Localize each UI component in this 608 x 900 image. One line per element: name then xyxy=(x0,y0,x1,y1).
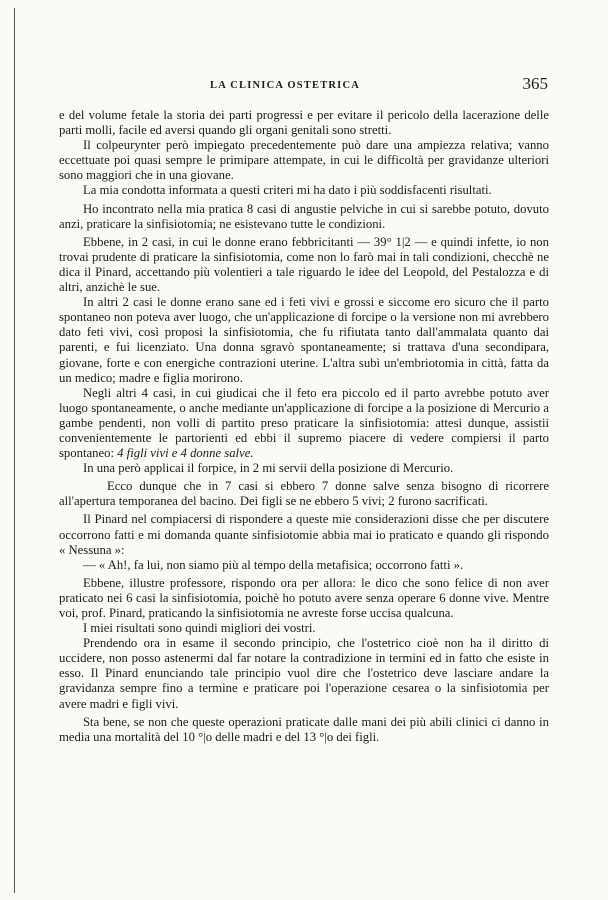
body-text xyxy=(59,108,549,745)
paragraph: I miei risultati sono quindi migliori dei vostri. xyxy=(83,621,316,636)
paragraph: — « Ah!, fa lui, non siamo più al tempo della metafisica; occorrono fatti ». xyxy=(83,557,464,572)
page-number: 365 xyxy=(522,74,548,93)
paragraph: e del volume fetale la storia dei parti progressi e per evitare il pericolo della lacerazione delle parti molli, facile ed aversi quando gli organi genitali sono stretti. xyxy=(59,108,549,138)
paragraph: Ecco dunque che in 7 casi si ebbero 7 donne salve senza bisogno di ricorrere all'apertura temporanea del bacino. Dei figli se ne ebbero 5 vivi; 2 furono sacrificati. xyxy=(59,479,549,509)
paragraph: Prendendo ora in esame il secondo principio, che l'ostetrico cioè non ha il diritto di uccidere, non posso astenermi dal far notare la contradizione in termini ed in fatto che esiste in esso. Il Pinard enunciando tale principio vuol dire che l'ostetrico deve lasciare andare la gravidanza sempre fino a termine e praticare poi l'operazione cesarea o la sinfisiotomia per avere madri e figli vivi. xyxy=(59,636,549,711)
paragraph: Il Pinard nel compiacersi di rispondere a queste mie considerazioni disse che per discutere occorrono fatti e mi domanda quante sinfisiotomie abbia mai io praticato e quando gli rispondo « Nessuna »: xyxy=(59,512,549,557)
paragraph: La mia condotta informata a questi criteri mi ha dato i più soddisfacenti risultati. xyxy=(83,183,492,198)
paragraph: Ebbene, in 2 casi, in cui le donne erano febbricitanti — 39° 1|2 — e quindi infette, io non trovai prudente di praticare la sinfisiotomia, come non lo farò mai in tali condizioni, checchè ne dica il Pinard, accettando più volentieri a tale riguardo le idee del Leopold, del Pestalozza e di altri, anzichè le sue. xyxy=(59,234,549,295)
paragraph xyxy=(59,386,549,461)
running-title: LA CLINICA OSTETRICA xyxy=(210,80,361,91)
margin-rule xyxy=(14,8,15,893)
paragraph: Ho incontrato nella mia pratica 8 casi di angustie pelviche in cui si sarebbe potuto, dovuto anzi, praticare la sinfisiotomia; ne esistevano tutte le condizioni. xyxy=(59,201,549,231)
paragraph: Sta bene, se non che queste operazioni praticate dalle mani dei più abili clinici ci danno in media una mortalità del 10 °|o delle madri e del 13 °|o dei figli. xyxy=(59,714,549,744)
paragraph: In una però applicai il forpice, in 2 mi servii della posizione di Mercurio. xyxy=(83,461,454,476)
running-head xyxy=(60,74,548,98)
paragraph: Ebbene, illustre professore, rispondo ora per allora: le dico che sono felice di non aver praticato nei 6 casi la sinfisiotomia, poichè ho potuto avere senza operare 6 donne vive. Mentre voi, prof. Pinard, praticando la sinfisiotomia ne avreste forse uccisa qualcuna. xyxy=(59,575,549,620)
paragraph-text: Negli altri 4 casi, in cui giudicai che il feto era piccolo ed il parto avrebbe potuto aver luogo spontaneamente, o anche mediante un'applicazione di forcipe a la posizione di Mercurio a gambe pendenti, non volli di partito preso praticare la sinfisiotomia: attesi dunque, assistii convenientemente le partorienti ed ebbi il supremo piacere di vedere compiersi il parto spontaneo: xyxy=(59,385,549,461)
paragraph: Il colpeurynter però impiegato precedentemente può dare una ampiezza relativa; vanno eccettuate poi quasi sempre le primipare attempate, in cui le difficoltà per gravidanze ulteriori sono maggiori che in una giovane. xyxy=(59,138,549,183)
paragraph-italic: 4 figli vivi e 4 donne salve. xyxy=(117,446,254,461)
paragraph: In altri 2 casi le donne erano sane ed i feti vivi e grossi e siccome ero sicuro che il parto spontaneo non poteva aver luogo, che un'applicazione di forcipe o la versione non mi avrebbero dato feti vivi, così proposi la sinfisiotomia, che fu rifiutata tanto dall'ammalata quanto dai parenti, e fui licenziato. Una donna sgravò spontaneamente; si trattava d'una secondipara, giovane, forte e con energiche contrazioni uterine. L'altra subì un'embriotomia in città, fatta da un medico; madre e figlia morirono. xyxy=(59,295,549,385)
